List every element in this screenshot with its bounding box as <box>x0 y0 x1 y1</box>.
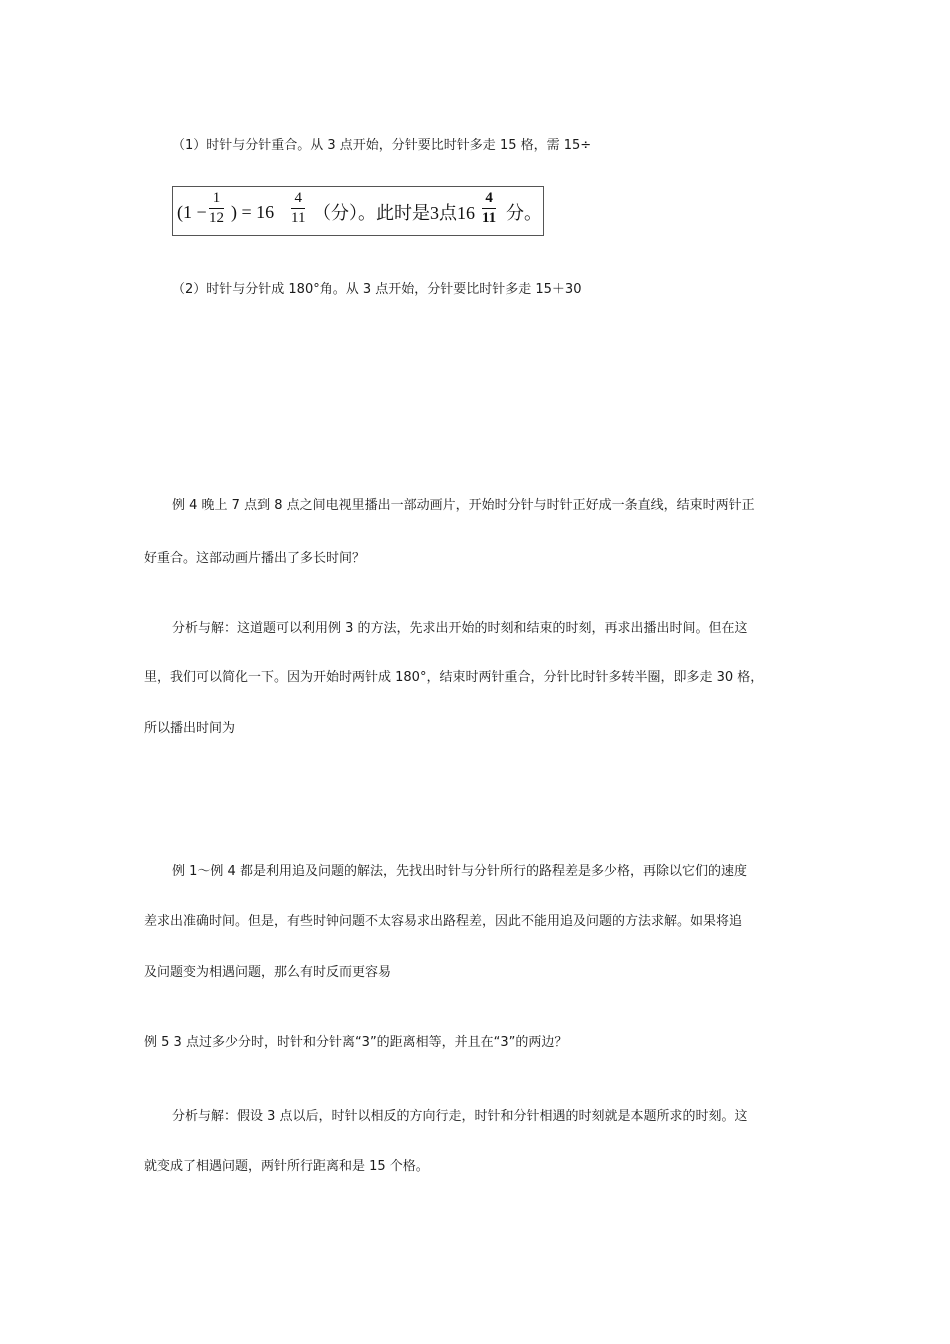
example-4-line-1: 例 4 晚上 7 点到 8 点之间电视里播出一部动画片，开始时分针与时针正好成一条直线，结束时两针正 <box>172 498 755 513</box>
fraction-denominator: 11 <box>291 210 306 226</box>
formula-end: 分。 <box>506 203 542 223</box>
formula-box <box>172 186 544 236</box>
example-5: 例 5 3 点过多少分时，时针和分针离“3”的距离相等，并且在“3”的两边？ <box>144 1035 568 1050</box>
analysis-4-line-1: 分析与解：这道题可以利用例 3 的方法，先求出开始的时刻和结束的时刻，再求出播出时间。但在这 <box>172 621 748 636</box>
fraction-1-12 <box>209 191 224 226</box>
paragraph-case-1: （1）时针与分针重合。从 3 点开始，分针要比时针多走 15 格，需 15÷ <box>172 138 592 153</box>
summary-line-1: 例 1～例 4 都是利用追及问题的解法，先找出时针与分针所行的路程差是多少格，再除以它们的速度 <box>172 864 747 879</box>
formula-open: (1 − <box>177 201 207 222</box>
fraction-numerator: 1 <box>212 190 221 206</box>
fraction-4-11 <box>291 191 305 226</box>
fraction-numerator: 4 <box>485 190 493 206</box>
formula-middle: （分）。此时是3点16 <box>313 203 475 223</box>
fraction-numerator: 4 <box>294 190 302 206</box>
analysis-4-line-3: 所以播出时间为 <box>144 721 236 736</box>
formula-equals: ) = 16 <box>231 201 275 222</box>
fraction-4-11-bold <box>482 191 496 226</box>
analysis-5-line-1: 分析与解：假设 3 点以后，时针以相反的方向行走，时针和分针相遇的时刻就是本题所求的时刻。这 <box>172 1109 748 1124</box>
analysis-4-line-2: 里，我们可以简化一下。因为开始时两针成 180°，结束时两针重合，分针比时针多转半圈，即多走 30 格， <box>144 670 764 685</box>
fraction-denominator: 12 <box>209 210 224 226</box>
summary-line-2: 差求出准确时间。但是，有些时钟问题不太容易求出路程差，因此不能用追及问题的方法求解。如果将追 <box>144 914 743 929</box>
summary-line-3: 及问题变为相遇问题，那么有时反而更容易 <box>144 965 392 980</box>
analysis-5-line-2: 就变成了相遇问题，两针所行距离和是 15 个格。 <box>144 1159 429 1174</box>
fraction-denominator: 11 <box>482 210 497 226</box>
example-4-line-2: 好重合。这部动画片播出了多长时间？ <box>144 551 366 566</box>
paragraph-case-2: （2）时针与分针成 180°角。从 3 点开始，分针要比时针多走 15＋30 <box>172 282 582 297</box>
